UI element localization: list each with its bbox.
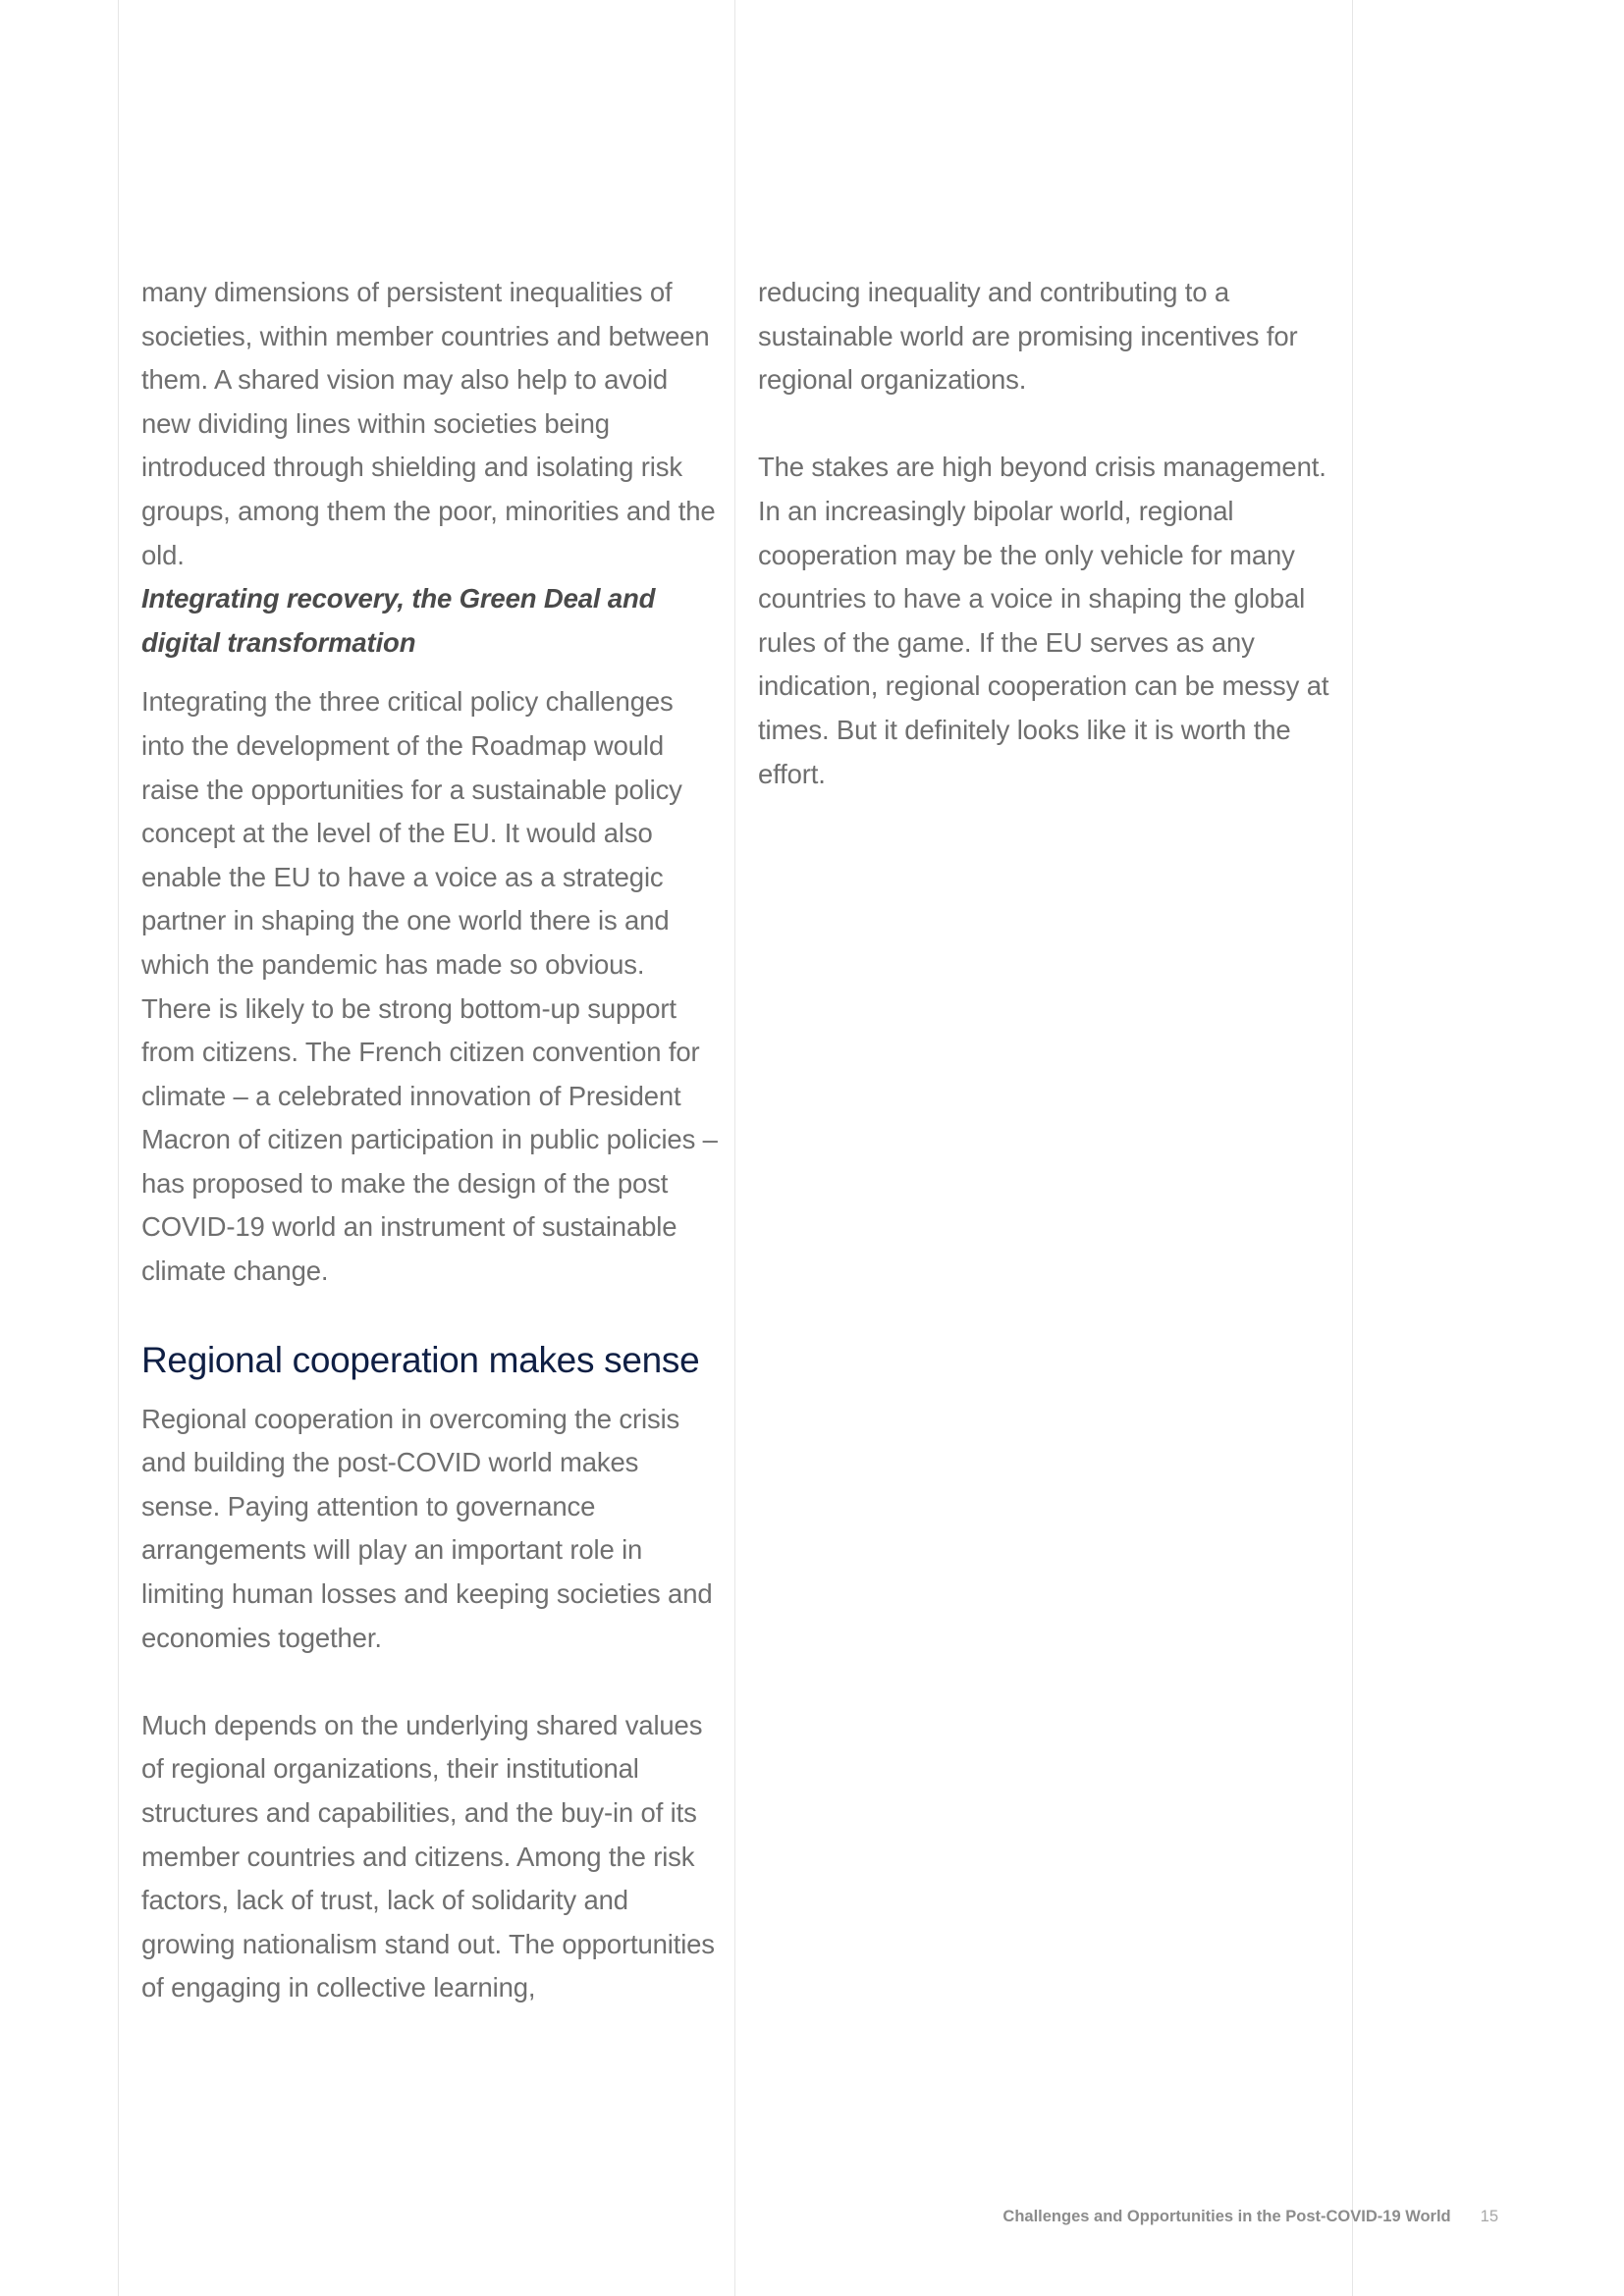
page-footer (962, 2208, 1498, 2226)
body-paragraph: reducing inequality and contributing to a sustainable world are promising incentives for regional organizations. (758, 277, 1298, 396)
column-guide-line (734, 0, 735, 2296)
column-guide-line (118, 0, 119, 2296)
section-heading: Regional cooperation makes sense (141, 1339, 700, 1380)
column-guide-line (1352, 0, 1353, 2296)
page-number: 15 (1480, 2208, 1498, 2225)
body-paragraph: Much depends on the underlying shared values of regional organizations, their institutional structures and capabilities, and the buy-in of its member countries and citizens. Among the risk factors, lack of trust, lack of solidarity and growing nationalism stand out. The opportunities of engaging in collective learning, (141, 1709, 715, 2003)
body-paragraph: The stakes are high beyond crisis management. In an increasingly bipolar world, regional cooperation may be the only vehicle for many countries to have a voice in shaping the global rules of the game. If the EU serves as any indication, regional cooperation can be messy at times. But it definitely looks like it is worth the effort. (758, 452, 1329, 789)
body-paragraph: Integrating the three critical policy challenges into the development of the Roadmap would raise the opportunities for a sustainable policy concept at the level of the EU. It would also enable the EU to have a voice as a strategic partner in shaping the one world there is and which the pandemic has made so obvious. There is likely to be strong bottom-up support from citizens. The French citizen convention for climate – a celebrated innovation of President Macron of citizen participation in public policies – has proposed to make the design of the post COVID-19 world an instrument of sustainable climate change. (141, 686, 718, 1287)
subheading: Integrating recovery, the Green Deal and digital transformation (141, 583, 656, 658)
body-paragraph: many dimensions of persistent inequalities of societies, within member countries and between them. A shared vision may also help to avoid new dividing lines within societies being introduced through shielding and isolating risk groups, among them the poor, minorities and the old. (141, 277, 716, 570)
publication-title: Challenges and Opportunities in the Post-COVID-19 World (1002, 2208, 1451, 2225)
left-column (141, 271, 721, 2010)
body-paragraph: Regional cooperation in overcoming the crisis and building the post-COVID world makes sense. Paying attention to governance arrangements will play an important role in limiting human losses and keeping societies and economies together. (141, 1403, 713, 1653)
right-column (758, 271, 1337, 796)
